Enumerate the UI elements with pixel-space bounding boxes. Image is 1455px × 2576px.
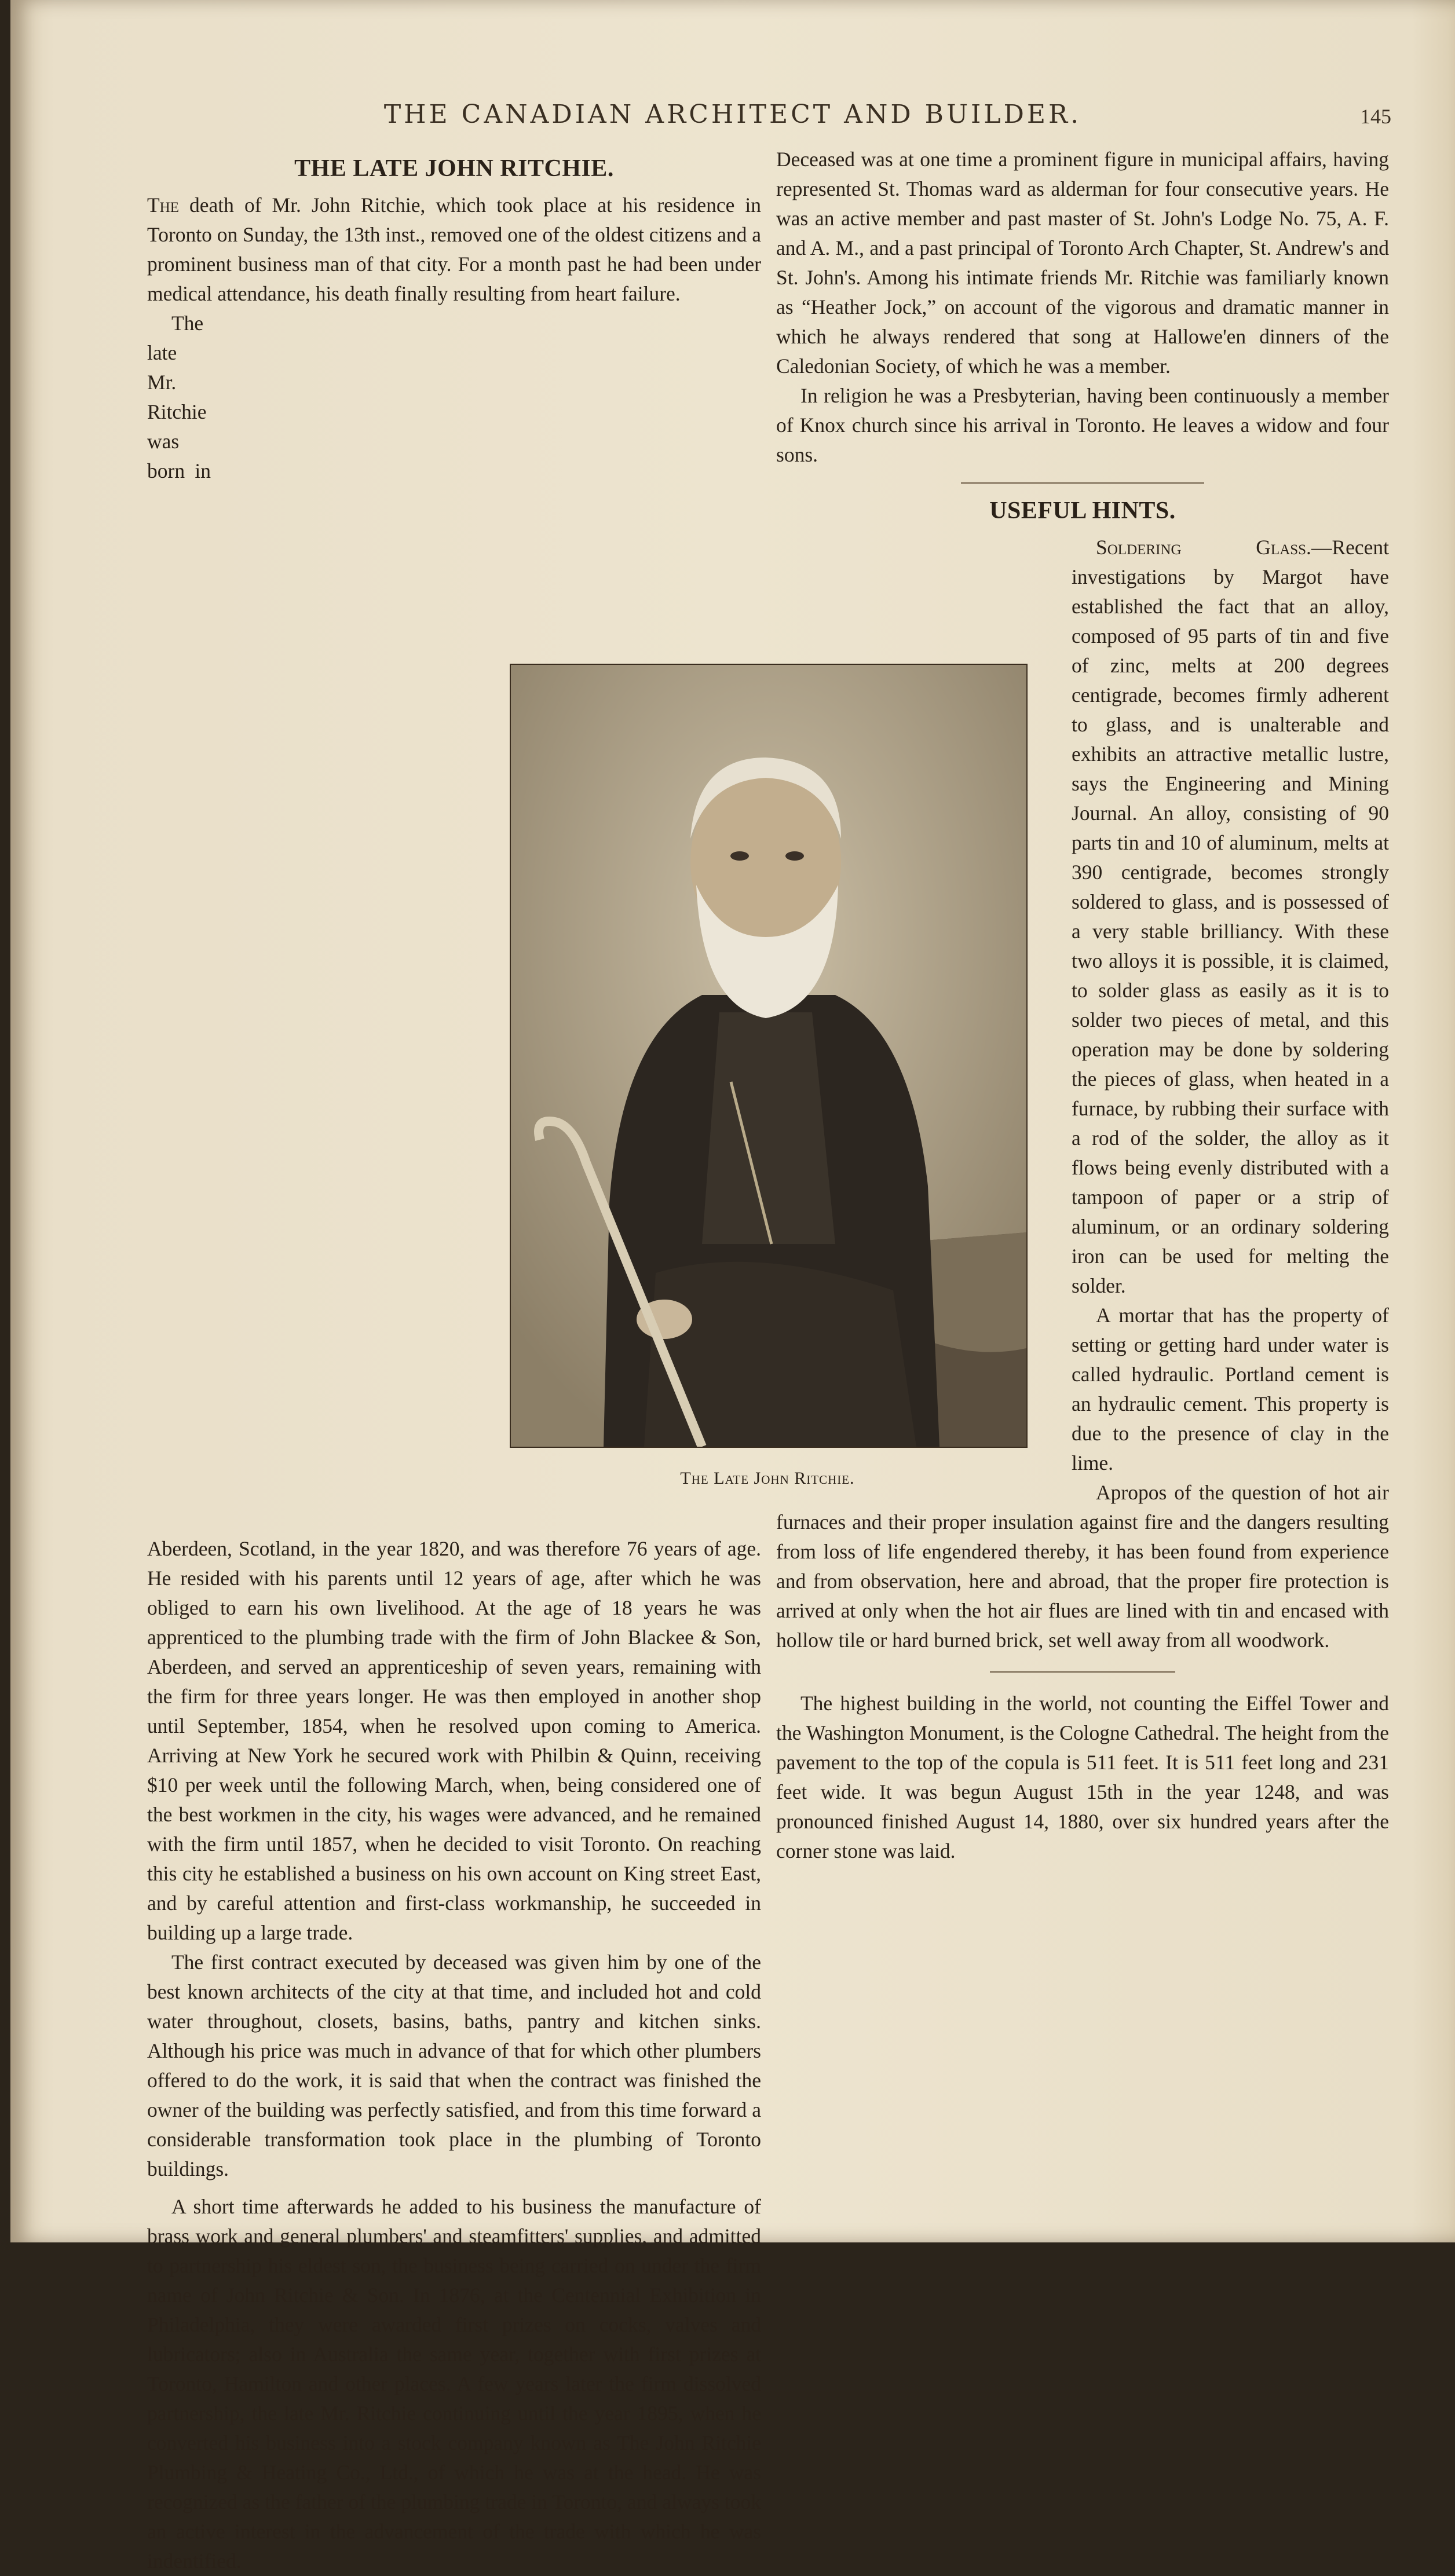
- paragraph: The first contract executed by deceased was given him by one of the best known architects of the city at that time, and included hot and cold water throughout, closets, basins, baths, pantry and kitchen sinks. Although his price was much in advance of that for which other plumbers offered to do the work, it is said that when the contract was finished the owner of the building was perfectly satisfied, and from this time forward a considerable transformation took place in the plumbing of Toronto buildings.: [147, 1951, 761, 2180]
- figure-caption: The Late John Ritchie.: [680, 1469, 855, 1488]
- section-divider: [961, 482, 1204, 484]
- paragraph: A mortar that has the property of setting or getting hard under water is called hydraulic. Portland cement is an hydraulic cement. This property is due to the presence of clay in the lime.: [1072, 1304, 1389, 1474]
- paragraph: Apropos of the question of hot air furnaces and their proper insulation against fire and the dangers resulting from loss of life engendered thereby, it has been found from experience and from observation, here and abroad, that the proper fire protection is arrived at only when the hot air flues are lined with tin and encased with hollow tile or hard burned brick, set well away from all woodwork.: [776, 1481, 1389, 1652]
- paragraph: Deceased was at one time a prominent figure in municipal affairs, having represented St. Thomas ward as alderman for four consecutive years. He was an active member and past master of St. John's Lodge No. 75, A. F. and A. M., and a past principal of Toronto Arch Chapter, St. Andrew's and St. John's. Among his intimate friends Mr. Ritchie was familiarly known as “Heather Jock,” on account of the vigorous and dramatic manner in which he always rendered that song at Hallowe'en dinners of the Caledonian Society, of which he was a member.: [776, 148, 1389, 378]
- paragraph: [147, 191, 761, 309]
- page-number: 145: [1360, 105, 1391, 128]
- paragraph: A short time afterwards he added to his business the manufacture of brass work and general plumbers' and steamfitters' supplies, and admitted to partnership his eldest son, the business being carried on under the firm name of John Ritchie & Son. In 1876, at the Centennial Exhibition in Philadelphia, they were awarded first prizes on cocks, valves and lubricators; also in Australia the same year, together with first prizes at Toronto, Hamilton and other places. A few years later the firm dissolved partnership, the late Mr. Ritchie continuing until the year 1895, when he converted his business into a stock company known as The John Ritchie Plumbing & Heating Co., Ltd., of which he was at the head. He was recognized as the father of the plumbing trade in Toronto, and always took an active interest in the advancement of the trade with which he was indentified.: [147, 2195, 761, 2573]
- paragraph-text: death of Mr. John Ritchie, which took place at his residence in Toronto on Sunday, the 13th inst., removed one of the oldest citizens and a prominent business man of that city. For a month past he had been under medical attendance, his death finally resulting from heart failure.: [147, 193, 761, 305]
- paragraph: In religion he was a Presbyterian, having been continuously a member of Knox church since his arrival in Toronto. He leaves a widow and four sons.: [776, 384, 1389, 466]
- section-divider: [990, 1671, 1175, 1673]
- paragraph: The late Mr. Ritchie was born in Aberdeen, Scotland, in the year 1820, and was therefore 76 years of age. He resided with his parents until 12 years of age, after which he was obliged to earn his own livelihood. At the age of 18 years he was apprenticed to the plumbing trade with the firm of John Blackee & Son, Aberdeen, and served an apprenticeship of seven years, remaining with the firm for three years longer. He was then employed in another shop until September, 1854, when he resolved upon coming to America. Arriving at New York he secured work with Philbin & Quinn, receiving $10 per week until the following March, when, being considered one of the best workmen in the city, his wages were advanced, and he remained with the firm until 1857, when he decided to visit Toronto. On reaching this city he established a business on his own account on King street East, and by careful attention and first-class workmanship, he succeeded in building up a large trade.: [147, 312, 761, 1944]
- portrait-illustration: [511, 665, 1026, 1447]
- portrait-figure: [510, 664, 1025, 1488]
- magazine-page: [10, 0, 1455, 2573]
- lead-word: The: [147, 193, 180, 217]
- portrait-photo: [510, 664, 1028, 1448]
- paragraph-text: —Recent investigations by Margot have established the fact that an alloy, composed of 95 parts of tin and five of zinc, melts at 200 degrees centigrade, becomes firmly adherent to glass, and is unalterable and exhibits an attractive metallic lustre, says the Engineering and Mining Journal. An alloy, consisting of 90 parts tin and 10 of aluminum, melts at 390 centigrade, becomes strongly soldered to glass, and is possessed of a very stable brilliancy. With these two alloys it is possible, it is claimed, to solder glass as easily as it is to solder two pieces of metal, and this operation may be done by soldering the pieces of glass, when heated in a furnace, by rubbing their surface with a rod of the solder, the alloy as it flows being evenly distributed with a tampoon of paper or a strip of aluminum, or an ordinary soldering iron can be used for melting the solder.: [1072, 536, 1389, 1297]
- running-title: THE CANADIAN ARCHITECT AND BUILDER.: [383, 100, 1082, 129]
- hint-lead: Soldering Glass.: [1096, 536, 1311, 559]
- article-title-ritchie: THE LATE JOHN RITCHIE.: [294, 155, 614, 182]
- paragraph: The highest building in the world, not counting the Eiffel Tower and the Washington Monument, is the Cologne Cathedral. The height from the pavement to the top of the copula is 511 feet. It is 511 feet long and 231 feet wide. It was begun August 15th in the year 1248, and was pronounced finished August 14, 1880, over six hundred years after the corner stone was laid.: [776, 1692, 1389, 1863]
- article-title-hints: USEFUL HINTS.: [989, 497, 1176, 524]
